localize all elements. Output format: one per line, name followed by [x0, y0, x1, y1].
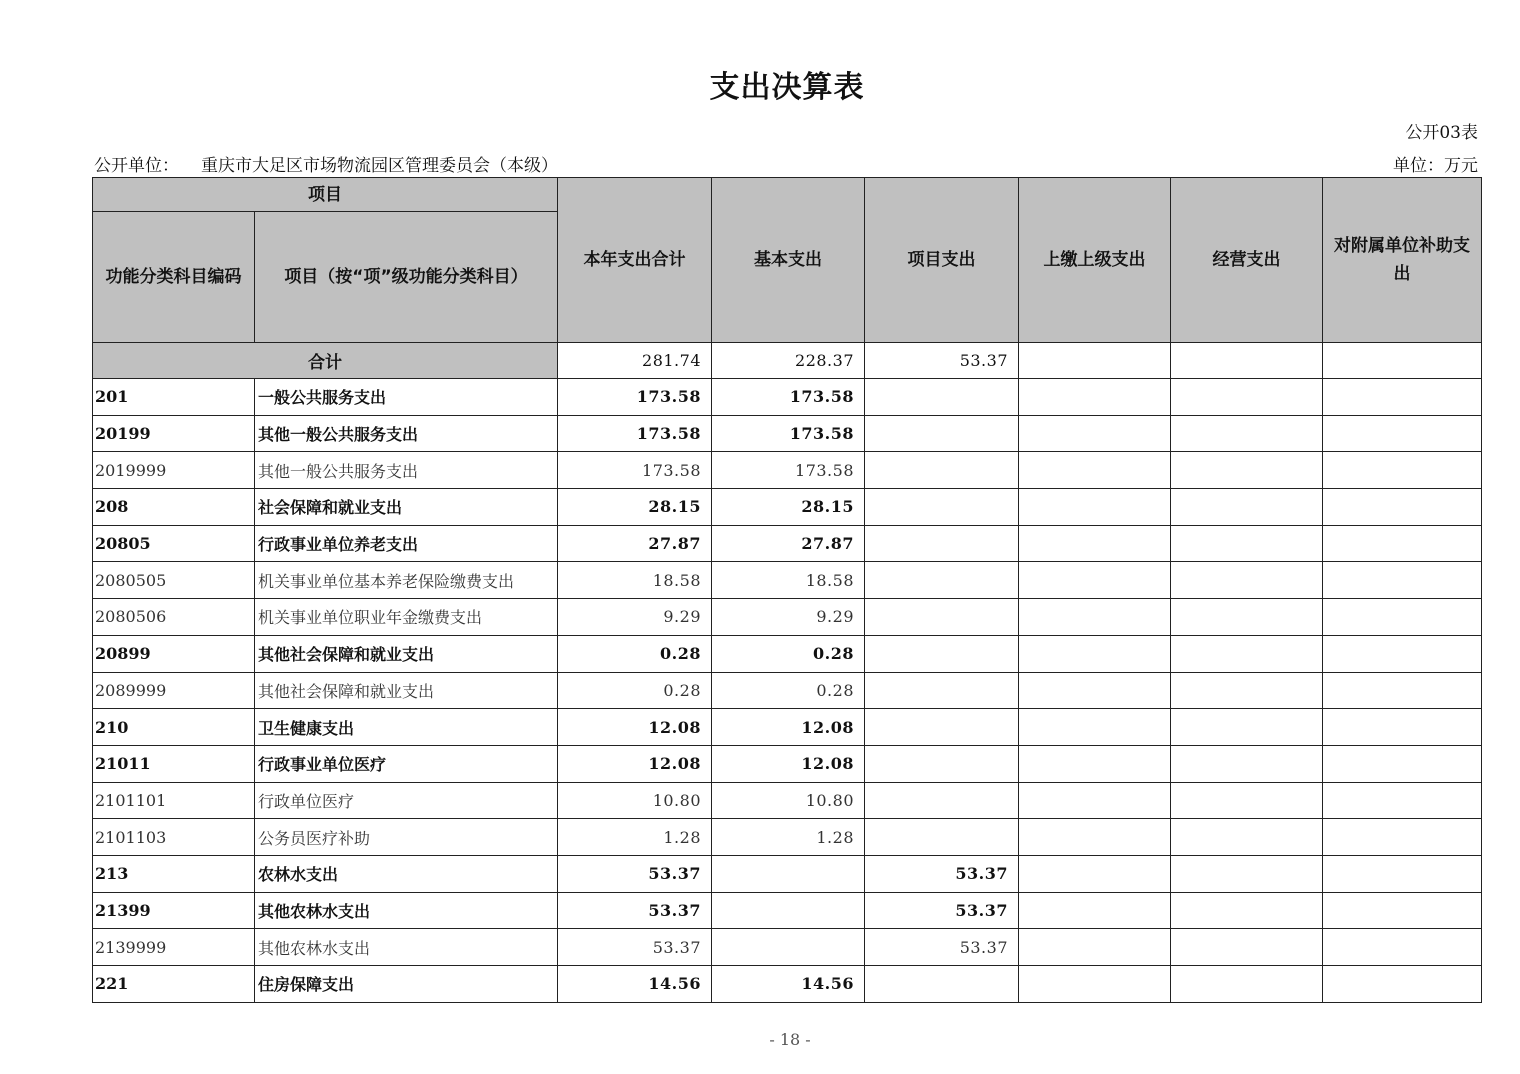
project-cell [865, 819, 1019, 856]
total-cell: 0.28 [558, 635, 712, 672]
code-cell: 221 [93, 966, 255, 1003]
header-code: 功能分类科目编码 [93, 212, 255, 343]
upper-cell [1019, 709, 1171, 746]
basic-cell [712, 855, 865, 892]
upper-cell [1019, 782, 1171, 819]
upper-cell [1019, 929, 1171, 966]
subsidy-cell [1323, 415, 1482, 452]
code-cell: 21399 [93, 892, 255, 929]
business-cell [1171, 855, 1323, 892]
subsidy-cell [1323, 379, 1482, 416]
header-project: 项目支出 [865, 178, 1019, 343]
subsidy-cell [1323, 343, 1482, 379]
subsidy-cell [1323, 672, 1482, 709]
total-cell: 14.56 [558, 966, 712, 1003]
project-cell [865, 782, 1019, 819]
header-item-group: 项目 [93, 178, 558, 212]
business-cell [1171, 562, 1323, 599]
upper-cell [1019, 489, 1171, 526]
basic-cell: 12.08 [712, 709, 865, 746]
upper-cell [1019, 966, 1171, 1003]
basic-cell [712, 892, 865, 929]
project-cell [865, 599, 1019, 636]
unit-name: 重庆市大足区市场物流园区管理委员会（本级） [201, 156, 558, 176]
unit-info-row [94, 151, 1478, 176]
business-cell [1171, 672, 1323, 709]
upper-cell [1019, 672, 1171, 709]
total-cell: 10.80 [558, 782, 712, 819]
total-cell: 12.08 [558, 709, 712, 746]
business-cell [1171, 709, 1323, 746]
name-cell: 其他农林水支出 [255, 929, 558, 966]
subsidy-cell [1323, 562, 1482, 599]
table-row [93, 929, 1482, 966]
business-cell [1171, 379, 1323, 416]
code-cell: 201 [93, 379, 255, 416]
business-cell [1171, 929, 1323, 966]
unit-label: 公开单位： [94, 156, 179, 176]
business-cell [1171, 745, 1323, 782]
basic-cell: 28.15 [712, 489, 865, 526]
code-cell: 20899 [93, 635, 255, 672]
upper-cell [1019, 415, 1171, 452]
code-cell: 2101103 [93, 819, 255, 856]
subsidy-cell [1323, 966, 1482, 1003]
total-row [93, 343, 1482, 379]
project-cell [865, 635, 1019, 672]
name-cell: 社会保障和就业支出 [255, 489, 558, 526]
code-cell: 2080506 [93, 599, 255, 636]
subsidy-cell [1323, 635, 1482, 672]
basic-cell: 14.56 [712, 966, 865, 1003]
total-label: 合计 [93, 343, 558, 379]
name-cell: 行政事业单位养老支出 [255, 525, 558, 562]
basic-cell: 1.28 [712, 819, 865, 856]
name-cell: 其他一般公共服务支出 [255, 415, 558, 452]
name-cell: 行政单位医疗 [255, 782, 558, 819]
upper-cell [1019, 343, 1171, 379]
upper-cell [1019, 379, 1171, 416]
table-row [93, 415, 1482, 452]
subsidy-cell [1323, 525, 1482, 562]
upper-cell [1019, 635, 1171, 672]
project-cell: 53.37 [865, 892, 1019, 929]
header-name: 项目（按“项”级功能分类科目） [255, 212, 558, 343]
table-row [93, 599, 1482, 636]
code-cell: 2080505 [93, 562, 255, 599]
business-cell [1171, 892, 1323, 929]
project-cell: 53.37 [865, 855, 1019, 892]
code-cell: 20199 [93, 415, 255, 452]
table-row [93, 819, 1482, 856]
table-row [93, 562, 1482, 599]
table-row [93, 782, 1482, 819]
basic-cell: 0.28 [712, 672, 865, 709]
business-cell [1171, 782, 1323, 819]
name-cell: 公务员医疗补助 [255, 819, 558, 856]
total-cell: 53.37 [558, 892, 712, 929]
total-cell: 27.87 [558, 525, 712, 562]
code-cell: 20805 [93, 525, 255, 562]
upper-cell [1019, 819, 1171, 856]
currency-unit: 单位：万元 [1393, 156, 1478, 176]
total-cell: 28.15 [558, 489, 712, 526]
subsidy-cell [1323, 782, 1482, 819]
upper-cell [1019, 599, 1171, 636]
basic-cell: 9.29 [712, 599, 865, 636]
basic-cell: 18.58 [712, 562, 865, 599]
name-cell: 其他社会保障和就业支出 [255, 672, 558, 709]
subsidy-cell [1323, 745, 1482, 782]
project-cell [865, 966, 1019, 1003]
name-cell: 机关事业单位职业年金缴费支出 [255, 599, 558, 636]
total-cell: 18.58 [558, 562, 712, 599]
table-row [93, 709, 1482, 746]
project-cell [865, 452, 1019, 489]
table-row [93, 892, 1482, 929]
basic-cell: 173.58 [712, 452, 865, 489]
project-cell [865, 525, 1019, 562]
table-row [93, 525, 1482, 562]
project-cell [865, 562, 1019, 599]
total-cell: 9.29 [558, 599, 712, 636]
table-row [93, 635, 1482, 672]
basic-cell: 173.58 [712, 415, 865, 452]
table-row [93, 966, 1482, 1003]
basic-cell: 10.80 [712, 782, 865, 819]
header-upper: 上缴上级支出 [1019, 178, 1171, 343]
total-cell: 12.08 [558, 745, 712, 782]
business-cell [1171, 489, 1323, 526]
subsidy-cell [1323, 819, 1482, 856]
project-cell [865, 672, 1019, 709]
subsidy-cell [1323, 452, 1482, 489]
upper-cell [1019, 525, 1171, 562]
table-row [93, 855, 1482, 892]
code-cell: 21011 [93, 745, 255, 782]
code-cell: 213 [93, 855, 255, 892]
business-cell [1171, 415, 1323, 452]
name-cell: 其他一般公共服务支出 [255, 452, 558, 489]
name-cell: 农林水支出 [255, 855, 558, 892]
total-cell: 1.28 [558, 819, 712, 856]
header-basic: 基本支出 [712, 178, 865, 343]
header-business: 经营支出 [1171, 178, 1323, 343]
name-cell: 住房保障支出 [255, 966, 558, 1003]
subsidy-cell [1323, 599, 1482, 636]
basic-cell: 173.58 [712, 379, 865, 416]
upper-cell [1019, 855, 1171, 892]
code-cell: 2139999 [93, 929, 255, 966]
project-cell: 53.37 [865, 929, 1019, 966]
upper-cell [1019, 452, 1171, 489]
project-cell [865, 709, 1019, 746]
business-cell [1171, 599, 1323, 636]
business-cell [1171, 966, 1323, 1003]
table-row [93, 745, 1482, 782]
basic-cell [712, 929, 865, 966]
total-cell: 53.37 [558, 929, 712, 966]
header-subsidy: 对附属单位补助支出 [1323, 178, 1482, 343]
name-cell: 行政事业单位医疗 [255, 745, 558, 782]
code-cell: 2089999 [93, 672, 255, 709]
business-cell [1171, 819, 1323, 856]
code-cell: 2101101 [93, 782, 255, 819]
subsidy-cell [1323, 892, 1482, 929]
project-cell: 53.37 [865, 343, 1019, 379]
name-cell: 其他社会保障和就业支出 [255, 635, 558, 672]
total-cell: 281.74 [558, 343, 712, 379]
total-cell: 173.58 [558, 379, 712, 416]
business-cell [1171, 452, 1323, 489]
upper-cell [1019, 562, 1171, 599]
subsidy-cell [1323, 709, 1482, 746]
basic-cell: 228.37 [712, 343, 865, 379]
business-cell [1171, 525, 1323, 562]
subsidy-cell [1323, 855, 1482, 892]
basic-cell: 0.28 [712, 635, 865, 672]
expenditure-table [92, 177, 1482, 1003]
subsidy-cell [1323, 489, 1482, 526]
subsidy-cell [1323, 929, 1482, 966]
table-row [93, 672, 1482, 709]
total-cell: 0.28 [558, 672, 712, 709]
form-number: 公开03表 [1405, 123, 1478, 143]
total-cell: 173.58 [558, 415, 712, 452]
name-cell: 卫生健康支出 [255, 709, 558, 746]
unit-info [94, 151, 558, 176]
project-cell [865, 489, 1019, 526]
total-cell: 173.58 [558, 452, 712, 489]
header-total: 本年支出合计 [558, 178, 712, 343]
basic-cell: 27.87 [712, 525, 865, 562]
page-title: 支出决算表 [709, 70, 865, 105]
project-cell [865, 379, 1019, 416]
project-cell [865, 745, 1019, 782]
basic-cell: 12.08 [712, 745, 865, 782]
business-cell [1171, 635, 1323, 672]
project-cell [865, 415, 1019, 452]
table-row [93, 452, 1482, 489]
upper-cell [1019, 745, 1171, 782]
table-row [93, 489, 1482, 526]
business-cell [1171, 343, 1323, 379]
upper-cell [1019, 892, 1171, 929]
total-cell: 53.37 [558, 855, 712, 892]
name-cell: 其他农林水支出 [255, 892, 558, 929]
page-number: - 18 - [769, 1030, 811, 1049]
table-row [93, 379, 1482, 416]
code-cell: 2019999 [93, 452, 255, 489]
name-cell: 机关事业单位基本养老保险缴费支出 [255, 562, 558, 599]
code-cell: 210 [93, 709, 255, 746]
name-cell: 一般公共服务支出 [255, 379, 558, 416]
code-cell: 208 [93, 489, 255, 526]
